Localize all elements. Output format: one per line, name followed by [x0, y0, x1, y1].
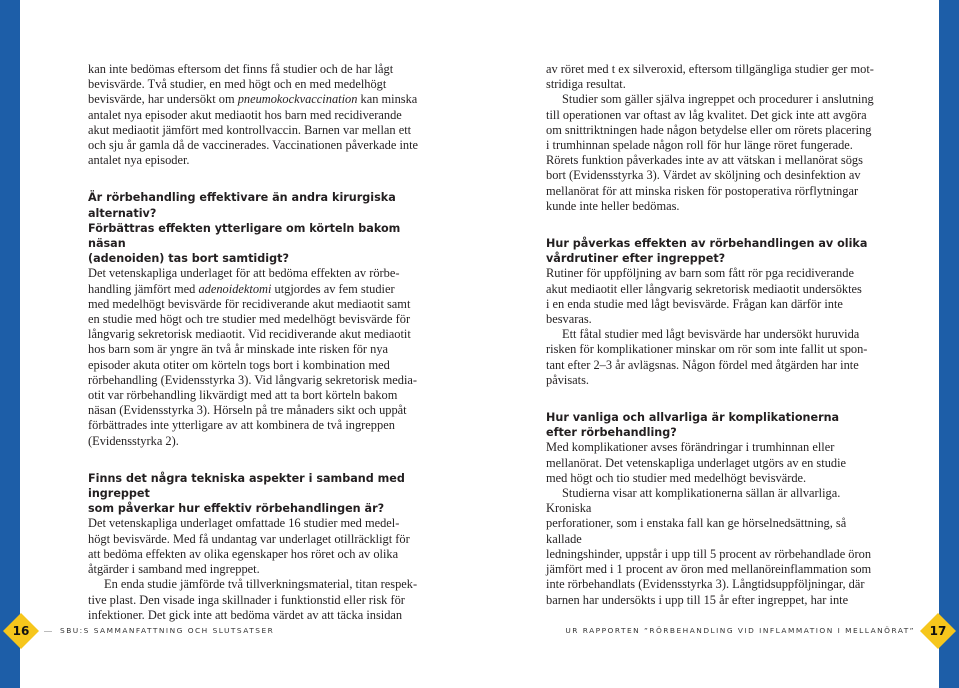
left-paragraph-4: En enda studie jämförde två tillverkningsmaterial, titan respek- tive plast. Den visade inga skillnader i funktionstid eller risk för infektioner. Det gick inte att bedöma värdet av att täcka insidan: [88, 577, 418, 622]
right-paragraph-4: Ett fåtal studier med lågt bevisvärde har undersökt huruvida risken för komplikationer minskar om rör som inte fallit ut spon- tant efter 2–3 år avlägsnas. Någon fördel med åtgärden har inte påvisats.: [546, 327, 868, 387]
footer-left-text: SBU:S SAMMANFATTNING OCH SLUTSATSER: [60, 626, 275, 635]
heading-kirurgiska-alternativ: Är rörbehandling effektivare än andra kirurgiska alternativ? Förbättras effekten ytterligare om körteln bakom näsan (adenoiden) tas bort samtidigt?: [88, 191, 401, 266]
right-paragraph-5: Med komplikationer avses förändringar i trumhinnan eller mellanörat. Det vetenskapliga underlaget utgörs av en studie med högt och tio studier med medelhögt bevisvärde.: [546, 440, 847, 485]
left-paragraph-3: Det vetenskapliga underlaget omfattade 16 studier med medel- högt bevisvärde. Med få undantag var underlaget otillräckligt för att bedöma effekten av olika egenskaper hos röret och av olika åtgärder i samband med ingreppet.: [88, 516, 410, 577]
page-number-left: 16: [12, 624, 30, 638]
heading-vardrutiner: Hur påverkas effekten av rörbehandlingen av olika vårdrutiner efter ingreppet?: [546, 237, 868, 266]
right-column: [546, 62, 880, 608]
emphasis-adenoidektomi: adenoidektomi: [198, 281, 272, 296]
footer-rule-left: [44, 631, 52, 632]
page-number-badge-left: [2, 612, 40, 650]
left-edge-band: [0, 0, 20, 688]
right-paragraph-1: av röret med t ex silveroxid, eftersom tillgängliga studier ger mot- stridiga resultat.: [546, 62, 874, 92]
left-column: [88, 62, 422, 623]
heading-komplikationer: Hur vanliga och allvarliga är komplikationerna efter rörbehandling?: [546, 411, 840, 440]
right-edge-band: [939, 0, 959, 688]
left-paragraph-1: kan inte bedömas eftersom det finns få studier och de har lågt bevisvärde. Två studier, en med högt och en med medelhögt bevisvärde, har undersökt om pneumokockvaccination kan minska antalet nya episoder akut mediaotit hos barn med recidiverande akut mediaotit jämfört med kontrollvaccin. Barnen var mellan ett och sju år gamla då de vaccinerades. Vaccinationen påverkade inte antalet nya episoder.: [88, 62, 419, 168]
left-paragraph-2: Det vetenskapliga underlaget för att bedöma effekten av rörbe- handling jämfört med adenoidektomi utgjordes av fem studier med medelhögt bevisvärde för recidiverande akut mediaotit samt en studie med högt och tre studier med medelhögt bevisvärde för långvarig sekretorisk mediaotit. Vid recidiverande akut mediaotit hos barn som är yngre än två år minskade inte risken för nya episoder akuta otiter om körteln togs bort i kombination med rörbehandling (Evidensstyrka 3). Vid långvarig sekretorisk media- otit var rörbehandling likvärdigt med att ta bort körteln bakom näsan (Evidensstyrka 3). Hörseln på tre månaders sikt och uppåt förbättrades inte ytterligare av att kombinera de två ingreppen (Evidensstyrka 2).: [88, 266, 418, 448]
right-paragraph-2: Studier som gäller själva ingreppet och procedurer i anslutning till operationen var oftast av låg kvalitet. Det gick inte att avgöra om snittriktningen hade någon betydelse eller om rörets placering i trumhinnan spelade någon roll för hur länge röret fungerade. Rörets funktion påverkades inte av att vätskan i mellanörat sögs bort (Evidensstyrka 3). Värdet av sköljning och desinfektion av mellanörat för att minska risken för postoperativa rörflytningar kunde inte heller bedömas.: [546, 92, 874, 213]
heading-tekniska-aspekter: Finns det några tekniska aspekter i samband med ingreppet som påverkar hur effektiv rörbehandlingen är?: [88, 471, 405, 516]
emphasis-pneumokockvaccination: pneumokockvaccination: [237, 92, 358, 107]
page-number-right: 17: [929, 624, 947, 638]
right-paragraph-3: Rutiner för uppföljning av barn som fått rör pga recidiverande akut mediaotit eller långvarig sekretorisk mediaotit undersöktes i en enda studie med lågt bevisvärde. Frågan kan därför inte besvaras.: [546, 266, 862, 327]
footer-right-text: UR RAPPORTEN ”RÖRBEHANDLING VID INFLAMMATION I MELLANÖRAT”: [565, 626, 915, 635]
page-number-badge-right: [919, 612, 957, 650]
right-paragraph-6: Studierna visar att komplikationerna sällan är allvarliga. Kroniska perforationer, som i enstaka fall kan ge hörselnedsättning, så kallade ledningshinder, uppstår i upp till 5 procent av rörbehandlade öron jämfört med i 1 procent av öron med mellanöreinflammation som inte rörbehandlats (Evidensstyrka 3). Långtidsuppföljningar, där barnen har undersökts i upp till 15 år efter ingreppet, har inte: [546, 486, 872, 607]
